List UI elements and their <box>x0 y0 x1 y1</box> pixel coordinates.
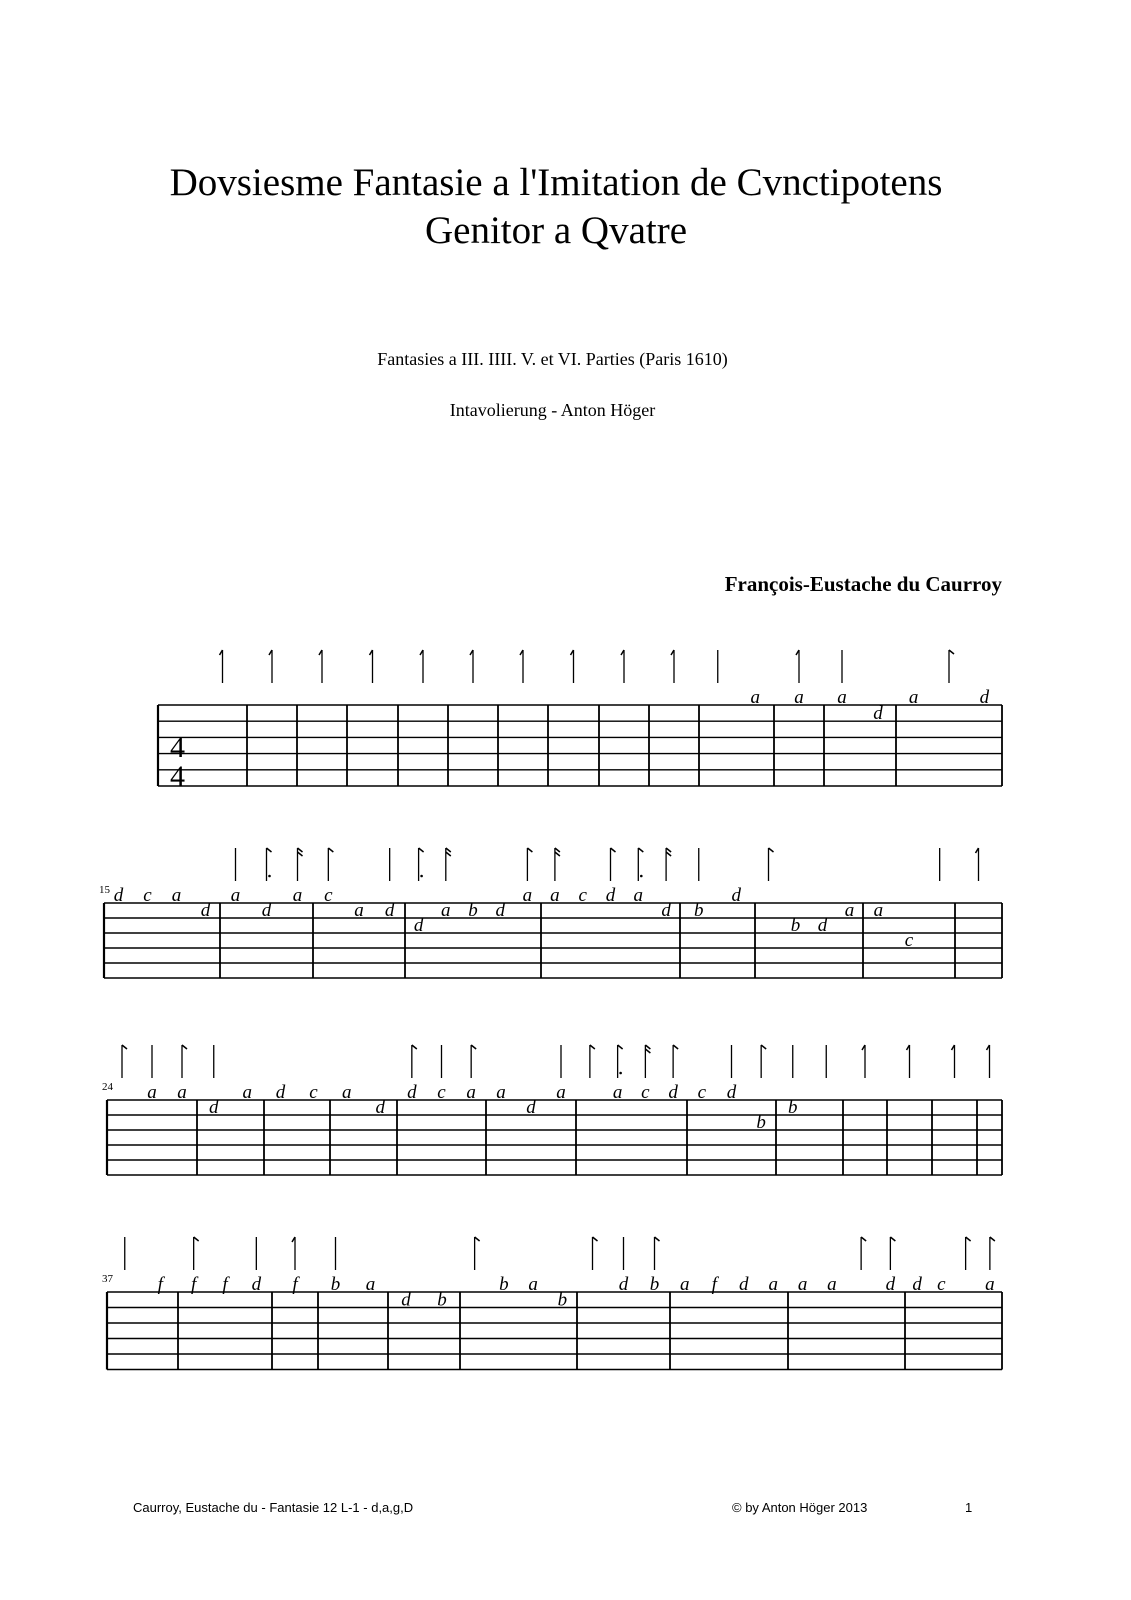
rhythm-flag <box>890 1237 895 1241</box>
rhythm-flag <box>412 1045 417 1049</box>
fret-letter: a <box>873 900 884 921</box>
rhythm-sign-flag <box>471 1045 476 1078</box>
fret-letter: a <box>794 687 804 708</box>
rhythm-sign-hook <box>987 1045 990 1078</box>
fret-letter: a <box>750 687 760 708</box>
tab-system <box>102 1045 1002 1175</box>
fret-letter: d <box>817 915 828 936</box>
fret-letter: a <box>496 1082 506 1103</box>
fret-letter: d <box>661 900 671 921</box>
rhythm-sign-double-flag <box>645 1045 650 1078</box>
rhythm-flag <box>638 848 643 852</box>
fret-letter: c <box>904 930 914 951</box>
fret-letter: a <box>147 1082 157 1103</box>
fret-letter: a <box>985 1274 995 1295</box>
rhythm-flag-2 <box>645 1049 650 1053</box>
fret-letter: c <box>697 1082 707 1103</box>
fret-letter: a <box>354 900 364 921</box>
rhythm-flag <box>666 848 671 852</box>
fret-letter: d <box>739 1274 749 1295</box>
rhythm-flag <box>471 1045 476 1049</box>
fret-letter: d <box>261 900 272 921</box>
rhythm-sign-flag <box>590 1045 595 1078</box>
rhythm-flag <box>861 1237 866 1241</box>
fret-letter: d <box>413 915 424 936</box>
rhythm-sign-hook <box>976 848 979 881</box>
fret-letter: b <box>468 900 478 921</box>
rhythm-flag <box>611 848 616 852</box>
time-signature-top: 4 <box>170 730 185 764</box>
rhythm-sign-double-flag <box>666 848 671 881</box>
fret-letter: a <box>768 1274 778 1295</box>
rhythm-flag <box>328 848 333 852</box>
rhythm-flag <box>618 1045 623 1049</box>
fret-letter: d <box>885 1274 896 1295</box>
rhythm-flag <box>593 1237 598 1241</box>
rhythm-dot <box>640 875 643 878</box>
rhythm-flag <box>298 848 303 852</box>
fret-letter: b <box>756 1112 766 1133</box>
fret-letter: a <box>177 1082 187 1103</box>
rhythm-flag <box>194 1237 199 1241</box>
rhythm-sign-flag-dot <box>267 848 272 881</box>
fret-letter: a <box>550 885 560 906</box>
rhythm-flag-2 <box>298 852 303 856</box>
rhythm-flag <box>966 1237 971 1241</box>
fret-letter: a <box>441 900 451 921</box>
rhythm-sign-hook <box>571 650 574 683</box>
rhythm-sign-flag <box>412 1045 417 1078</box>
measure-number: 37 <box>102 1273 113 1285</box>
rhythm-sign-hook <box>520 650 523 683</box>
tab-system <box>99 848 1002 978</box>
tab-system <box>158 650 1002 793</box>
measure-number: 15 <box>99 884 110 896</box>
fret-letter: d <box>912 1274 922 1295</box>
fret-letter: d <box>668 1082 678 1103</box>
fret-letter: b <box>557 1289 568 1311</box>
rhythm-sign-flag <box>673 1045 678 1078</box>
rhythm-sign-hook <box>862 1045 865 1078</box>
rhythm-flag-2 <box>666 852 671 856</box>
fret-letter: c <box>578 885 587 906</box>
fret-letter: d <box>209 1097 219 1118</box>
rhythm-flag <box>655 1237 660 1241</box>
source-text: Fantasies a III. IIII. V. et VI. Parties (Paris 1610) <box>377 349 728 369</box>
rhythm-sign-flag <box>122 1045 127 1078</box>
rhythm-sign-flag <box>769 848 774 881</box>
rhythm-sign-flag <box>949 650 954 683</box>
rhythm-sign-hook <box>220 650 223 683</box>
rhythm-sign-hook <box>420 650 423 683</box>
rhythm-sign-hook <box>796 650 799 683</box>
footer-left: Caurroy, Eustache du - Fantasie 12 L-1 - d,a,g,D <box>133 1500 414 1515</box>
title-line-2: Genitor a Qvatre <box>424 209 688 252</box>
rhythm-flag <box>182 1045 187 1049</box>
rhythm-sign-hook <box>470 650 473 683</box>
rhythm-flag <box>761 1045 766 1049</box>
rhythm-sign-flag <box>475 1237 480 1270</box>
rhythm-flag <box>267 848 272 852</box>
fret-letter: d <box>113 885 124 906</box>
rhythm-flag-2 <box>446 852 451 856</box>
rhythm-flag <box>475 1237 480 1241</box>
fret-letter: a <box>230 885 241 906</box>
tab-system <box>102 1237 1002 1370</box>
fret-letter: c <box>309 1082 318 1103</box>
fret-letter: b <box>790 915 801 936</box>
rhythm-flag <box>990 1237 995 1241</box>
fret-letter: a <box>365 1274 376 1295</box>
rhythm-sign-flag <box>611 848 616 881</box>
title-line-1: Dovsiesme Fantasie a l'Imitation de Cvnctipotens <box>169 161 943 204</box>
rhythm-flag <box>122 1045 127 1049</box>
rhythm-flag <box>769 848 774 852</box>
fret-letter: b <box>437 1289 447 1311</box>
time-signature-bottom: 4 <box>170 760 185 793</box>
rhythm-sign-hook <box>319 650 322 683</box>
fret-letter: f <box>711 1274 717 1295</box>
rhythm-flag <box>590 1045 595 1049</box>
rhythm-flag <box>645 1045 650 1049</box>
rhythm-sign-hook <box>621 650 624 683</box>
fret-letter: a <box>171 885 182 906</box>
rhythm-sign-hook <box>952 1045 955 1078</box>
fret-letter: d <box>251 1274 262 1295</box>
fret-letter: a <box>612 1082 623 1103</box>
fret-letter: d <box>401 1289 411 1311</box>
rhythm-sign-flag-dot <box>419 848 424 881</box>
rhythm-sign-flag <box>527 848 532 881</box>
rhythm-sign-flag <box>990 1237 995 1270</box>
rhythm-sign-double-flag <box>298 848 303 881</box>
fret-letter: d <box>200 900 211 921</box>
fret-letter: a <box>242 1082 252 1103</box>
rhythm-sign-hook <box>292 1237 295 1270</box>
fret-letter: c <box>143 885 152 906</box>
fret-letter: a <box>844 900 855 921</box>
fret-letter: d <box>275 1082 286 1103</box>
rhythm-flag <box>949 650 954 654</box>
rhythm-sign-flag-dot <box>618 1045 623 1078</box>
footer-copyright: © by Anton Höger 2013 <box>732 1500 868 1515</box>
fret-letter: a <box>292 885 303 906</box>
fret-letter: a <box>633 885 644 906</box>
rhythm-sign-double-flag <box>555 848 560 881</box>
rhythm-sign-hook <box>269 650 272 683</box>
fret-letter: a <box>522 885 533 906</box>
fret-letter: d <box>384 900 395 921</box>
rhythm-sign-hook <box>370 650 373 683</box>
fret-letter: a <box>528 1274 538 1295</box>
fret-letter: a <box>837 687 847 708</box>
rhythm-sign-hook <box>907 1045 910 1078</box>
fret-letter: a <box>908 687 919 708</box>
rhythm-flag <box>446 848 451 852</box>
fret-letter: d <box>605 885 616 906</box>
rhythm-sign-flag <box>328 848 333 881</box>
page-number: 1 <box>965 1500 973 1515</box>
fret-letter: a <box>680 1274 690 1295</box>
fret-letter: d <box>495 900 505 921</box>
rhythm-flag <box>527 848 532 852</box>
fret-letter: d <box>731 885 741 906</box>
fret-letter: b <box>694 900 704 921</box>
fret-letter: c <box>641 1082 650 1103</box>
rhythm-flag-2 <box>555 852 560 856</box>
fret-letter: a <box>827 1274 837 1295</box>
fret-letter: f <box>222 1274 228 1295</box>
rhythm-flag <box>673 1045 678 1049</box>
fret-letter: d <box>726 1082 737 1103</box>
rhythm-dot <box>420 875 423 878</box>
fret-letter: d <box>873 703 883 725</box>
rhythm-sign-flag <box>194 1237 199 1270</box>
fret-letter: d <box>618 1274 629 1295</box>
fret-letter: a <box>466 1082 476 1103</box>
rhythm-dot <box>268 875 271 878</box>
fret-letter: f <box>292 1274 298 1295</box>
fret-letter: c <box>937 1274 946 1295</box>
fret-letter: c <box>437 1082 446 1103</box>
fret-letter: d <box>375 1097 385 1118</box>
rhythm-flag <box>419 848 424 852</box>
fret-letter: b <box>330 1274 341 1295</box>
rhythm-dot <box>619 1072 622 1075</box>
fret-letter: c <box>324 885 333 906</box>
rhythm-sign-flag-dot <box>638 848 643 881</box>
fret-letter: f <box>191 1274 197 1295</box>
fret-letter: b <box>649 1274 660 1295</box>
rhythm-sign-double-flag <box>446 848 451 881</box>
measure-number: 24 <box>102 1081 113 1093</box>
fret-letter: a <box>556 1082 566 1103</box>
fret-letter: d <box>979 687 990 708</box>
fret-letter: d <box>526 1097 536 1118</box>
fret-letter: b <box>788 1097 798 1118</box>
rhythm-sign-flag <box>966 1237 971 1270</box>
rhythm-sign-flag <box>761 1045 766 1078</box>
fret-letter: b <box>499 1274 509 1295</box>
rhythm-sign-flag <box>593 1237 598 1270</box>
rhythm-flag <box>555 848 560 852</box>
fret-letter: d <box>407 1082 417 1103</box>
composer-name: François-Eustache du Caurroy <box>724 572 1002 596</box>
rhythm-sign-flag <box>655 1237 660 1270</box>
fret-letter: a <box>797 1274 808 1295</box>
fret-letter: a <box>342 1082 352 1103</box>
rhythm-sign-flag <box>890 1237 895 1270</box>
rhythm-sign-hook <box>671 650 674 683</box>
arranger-text: Intavolierung - Anton Höger <box>449 400 656 420</box>
rhythm-sign-flag <box>182 1045 187 1078</box>
fret-letter: f <box>157 1274 163 1295</box>
rhythm-sign-flag <box>861 1237 866 1270</box>
